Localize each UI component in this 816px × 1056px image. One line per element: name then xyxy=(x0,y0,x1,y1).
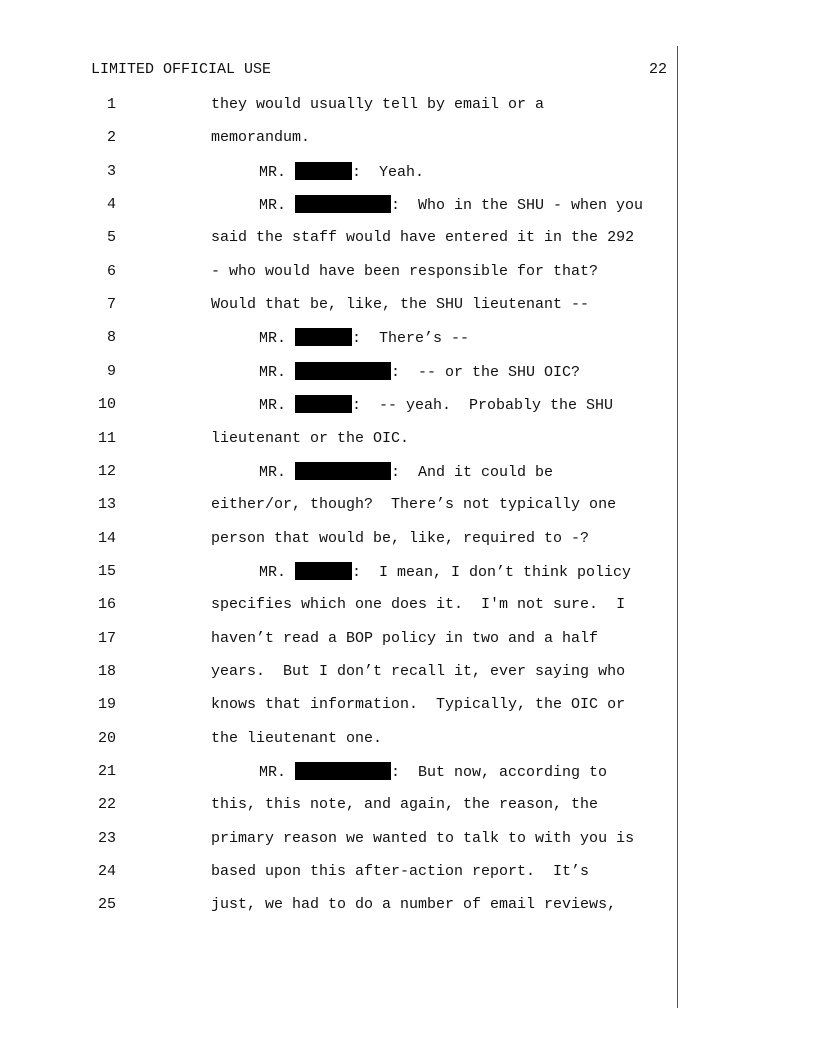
speaker-label: MR. xyxy=(259,764,287,781)
speaker-label: MR. xyxy=(259,397,287,414)
redaction-box xyxy=(295,195,391,213)
line-text xyxy=(211,128,310,148)
line-content: said the staff would have entered it in the 292 xyxy=(211,229,635,246)
line-number: 7 xyxy=(106,296,116,313)
line-text xyxy=(211,595,625,615)
line-number: 1 xyxy=(106,96,116,113)
line-content: just, we had to do a number of email reviews, xyxy=(211,896,617,913)
line-content: : And it could be xyxy=(391,464,554,481)
redaction-box xyxy=(295,395,352,413)
line-content: lieutenant or the OIC. xyxy=(211,430,410,447)
line-text xyxy=(211,529,589,549)
line-number: 23 xyxy=(97,830,116,847)
line-text xyxy=(211,629,598,649)
line-text xyxy=(259,562,631,583)
line-number: 14 xyxy=(97,530,116,547)
line-number: 19 xyxy=(97,696,116,713)
line-text xyxy=(211,695,625,715)
line-number: 3 xyxy=(106,163,116,180)
line-content: either/or, though? There’s not typically one xyxy=(211,496,617,513)
line-text xyxy=(259,362,580,383)
line-number: 22 xyxy=(97,796,116,813)
line-content: : Who in the SHU - when you xyxy=(391,197,644,214)
right-margin-rule xyxy=(677,46,678,1008)
line-content: Would that be, like, the SHU lieutenant -- xyxy=(211,296,590,313)
line-content: : Yeah. xyxy=(352,164,425,181)
line-number: 17 xyxy=(97,630,116,647)
speaker-label: MR. xyxy=(259,330,287,347)
redaction-box xyxy=(295,162,352,180)
line-content: specifies which one does it. I'm not sure. I xyxy=(211,596,626,613)
line-number: 6 xyxy=(106,263,116,280)
line-content: haven’t read a BOP policy in two and a half xyxy=(211,630,599,647)
line-content: based upon this after-action report. It’s xyxy=(211,863,590,880)
line-text xyxy=(211,862,589,882)
speaker-label: MR. xyxy=(259,364,287,381)
line-content: : I mean, I don’t think policy xyxy=(352,564,632,581)
line-content: years. But I don’t recall it, ever saying who xyxy=(211,663,626,680)
classification-header: LIMITED OFFICIAL USE xyxy=(91,61,272,78)
line-number: 10 xyxy=(97,396,116,413)
line-number: 25 xyxy=(97,896,116,913)
line-text xyxy=(259,395,613,416)
speaker-label: MR. xyxy=(259,564,287,581)
redaction-box xyxy=(295,462,391,480)
line-content: the lieutenant one. xyxy=(211,730,383,747)
redaction-box xyxy=(295,328,352,346)
line-content: primary reason we wanted to talk to with you is xyxy=(211,830,635,847)
line-text xyxy=(211,262,598,282)
line-number: 12 xyxy=(97,463,116,480)
line-text xyxy=(259,762,607,783)
line-number: 15 xyxy=(97,563,116,580)
line-content: : -- yeah. Probably the SHU xyxy=(352,397,614,414)
line-number: 4 xyxy=(106,196,116,213)
line-text xyxy=(211,295,589,315)
line-text xyxy=(211,829,634,849)
line-content: this, this note, and again, the reason, the xyxy=(211,796,599,813)
line-number: 20 xyxy=(97,730,116,747)
line-number: 2 xyxy=(106,129,116,146)
line-text xyxy=(211,95,544,115)
page-number: 22 xyxy=(648,61,667,78)
line-number: 13 xyxy=(97,496,116,513)
redaction-box xyxy=(295,762,391,780)
line-text xyxy=(211,495,616,515)
line-number: 5 xyxy=(106,229,116,246)
redaction-box xyxy=(295,362,391,380)
line-number: 18 xyxy=(97,663,116,680)
line-content: : But now, according to xyxy=(391,764,608,781)
line-content: they would usually tell by email or a xyxy=(211,96,545,113)
line-text xyxy=(211,729,382,749)
speaker-label: MR. xyxy=(259,464,287,481)
line-number: 21 xyxy=(97,763,116,780)
line-text xyxy=(259,162,424,183)
line-content: : There’s -- xyxy=(352,330,470,347)
line-number: 24 xyxy=(97,863,116,880)
line-text xyxy=(259,462,553,483)
line-content: - who would have been responsible for that? xyxy=(211,263,599,280)
redaction-box xyxy=(295,562,352,580)
line-content: person that would be, like, required to -? xyxy=(211,530,590,547)
line-text xyxy=(259,328,469,349)
line-number: 9 xyxy=(106,363,116,380)
line-number: 11 xyxy=(97,430,116,447)
line-content: : -- or the SHU OIC? xyxy=(391,364,581,381)
line-text xyxy=(211,795,598,815)
speaker-label: MR. xyxy=(259,197,287,214)
line-number: 16 xyxy=(97,596,116,613)
line-content: knows that information. Typically, the OIC or xyxy=(211,696,626,713)
line-text xyxy=(211,228,634,248)
line-text xyxy=(211,895,616,915)
speaker-label: MR. xyxy=(259,164,287,181)
line-text xyxy=(259,195,643,216)
line-number: 8 xyxy=(106,329,116,346)
line-text xyxy=(211,662,625,682)
line-content: memorandum. xyxy=(211,129,311,146)
line-text xyxy=(211,429,409,449)
